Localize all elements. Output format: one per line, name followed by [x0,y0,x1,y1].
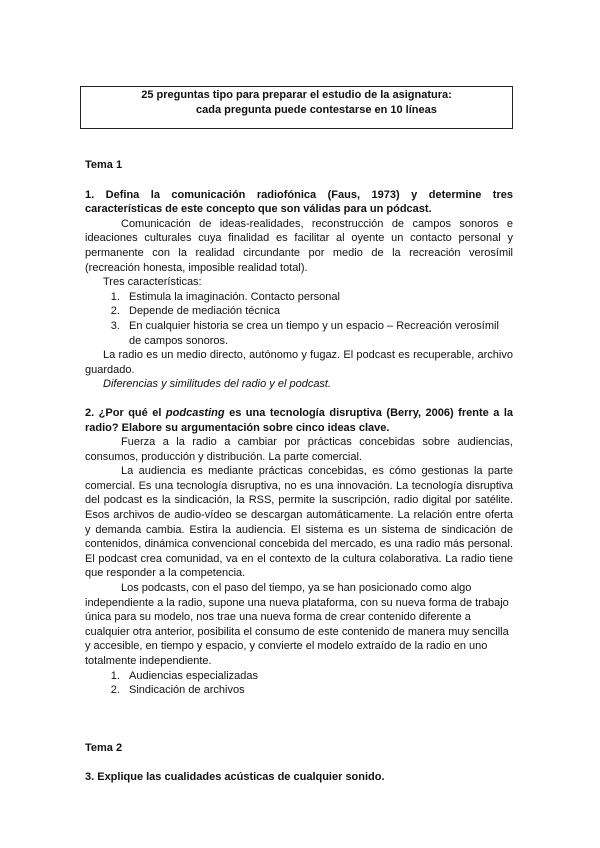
tema-2-heading: Tema 2 [85,741,123,754]
question-2-list [85,669,513,698]
list-item: 1. Audiencias especializadas [123,669,513,684]
question-1-note: Diferencias y similitudes del radio y el podcast. [103,378,332,391]
document-page [85,86,513,785]
tema-1-heading: Tema 1 [85,159,123,171]
question-1-paragraph: Comunicación de ideas-realidades, reconstrucción de campos sonoros e ideaciones culturales cuya finalidad es facilitar al oyente un contacto personal y permanente con la realidad circundante por medio de la recreación verosímil (recreación honesta, imposible realidad total). [85,217,513,274]
question-2-paragraph-3: Los podcasts, con el paso del tiempo, ya se han posicionado como algo independiente a la radio, supone una nueva plataforma, con su nueva forma de trabajo única para su modelo, nos trae una nueva forma de crear contenido diferente a cualquier otra anterior, posibilita el consumo de este contenido de manera muy sencilla y accesible, en tiempo y espacio, y convierte el modelo extraído de la radio en uno totalmente independiente. [85,582,509,667]
title-text: es una tecnología disruptiva (Berry, 2006) frente a la radio? Elabore su argumentación sobre cinco ideas clave. [85,406,513,434]
characteristics-list [85,290,513,348]
characteristics-intro: Tres características: [103,276,202,289]
list-item: 3. En cualquier historia se crea un tiempo y un espacio – Recreación verosímil de campos sonoros. [123,319,513,348]
list-item: 2. Depende de mediación técnica [123,304,513,319]
header-line-2: cada pregunta puede contestarse en 10 líneas [196,104,437,116]
list-item: 2. Sindicación de archivos [123,683,513,698]
question-3-title: 3. Explique las cualidades acústicas de cualquier sonido. [85,771,385,784]
header-box [80,86,513,129]
question-2-paragraph-1: Fuerza a la radio a cambiar por prácticas concebidas sobre audiencias, consumos, producción y distribución. La parte comercial. [85,436,513,463]
question-1-paragraph-2: La radio es un medio directo, autónomo y fugaz. El podcast es recuperable, archivo guardado. [85,349,513,376]
list-item: 1. Estimula la imaginación. Contacto personal [123,290,513,305]
question-2-title [85,406,513,435]
question-1-title: 1. Defina la comunicación radiofónica (Faus, 1973) y determine tres características de este concepto que son válidas para un pódcast. [85,188,513,216]
question-2-paragraph-2: La audiencia es mediante prácticas concebidas, es cómo gestionas la parte comercial. Es una tecnología disruptiva, no es una innovación. La tecnología disruptiva del podcast es la sindicación, la RSS, permite la suscripción, radio digital por satélite. Esos archivos de audio-vídeo se descargan automáticamente. La relación entre oferta y demanda cambia. Estira la audiencia. El sistema es un sistema de sindicación de contenidos, dinámica convencional concebida del mercado, es una radio más personal. El podcast crea comunidad, va en el contexto de la cultura colaborativa. La radio tiene que responder a la competencia. [85,465,513,580]
title-emphasis: podcasting [165,406,225,419]
title-text: 2. ¿Por qué el [85,406,166,419]
header-line-1: 25 preguntas tipo para preparar el estudio de la asignatura: [141,89,452,101]
